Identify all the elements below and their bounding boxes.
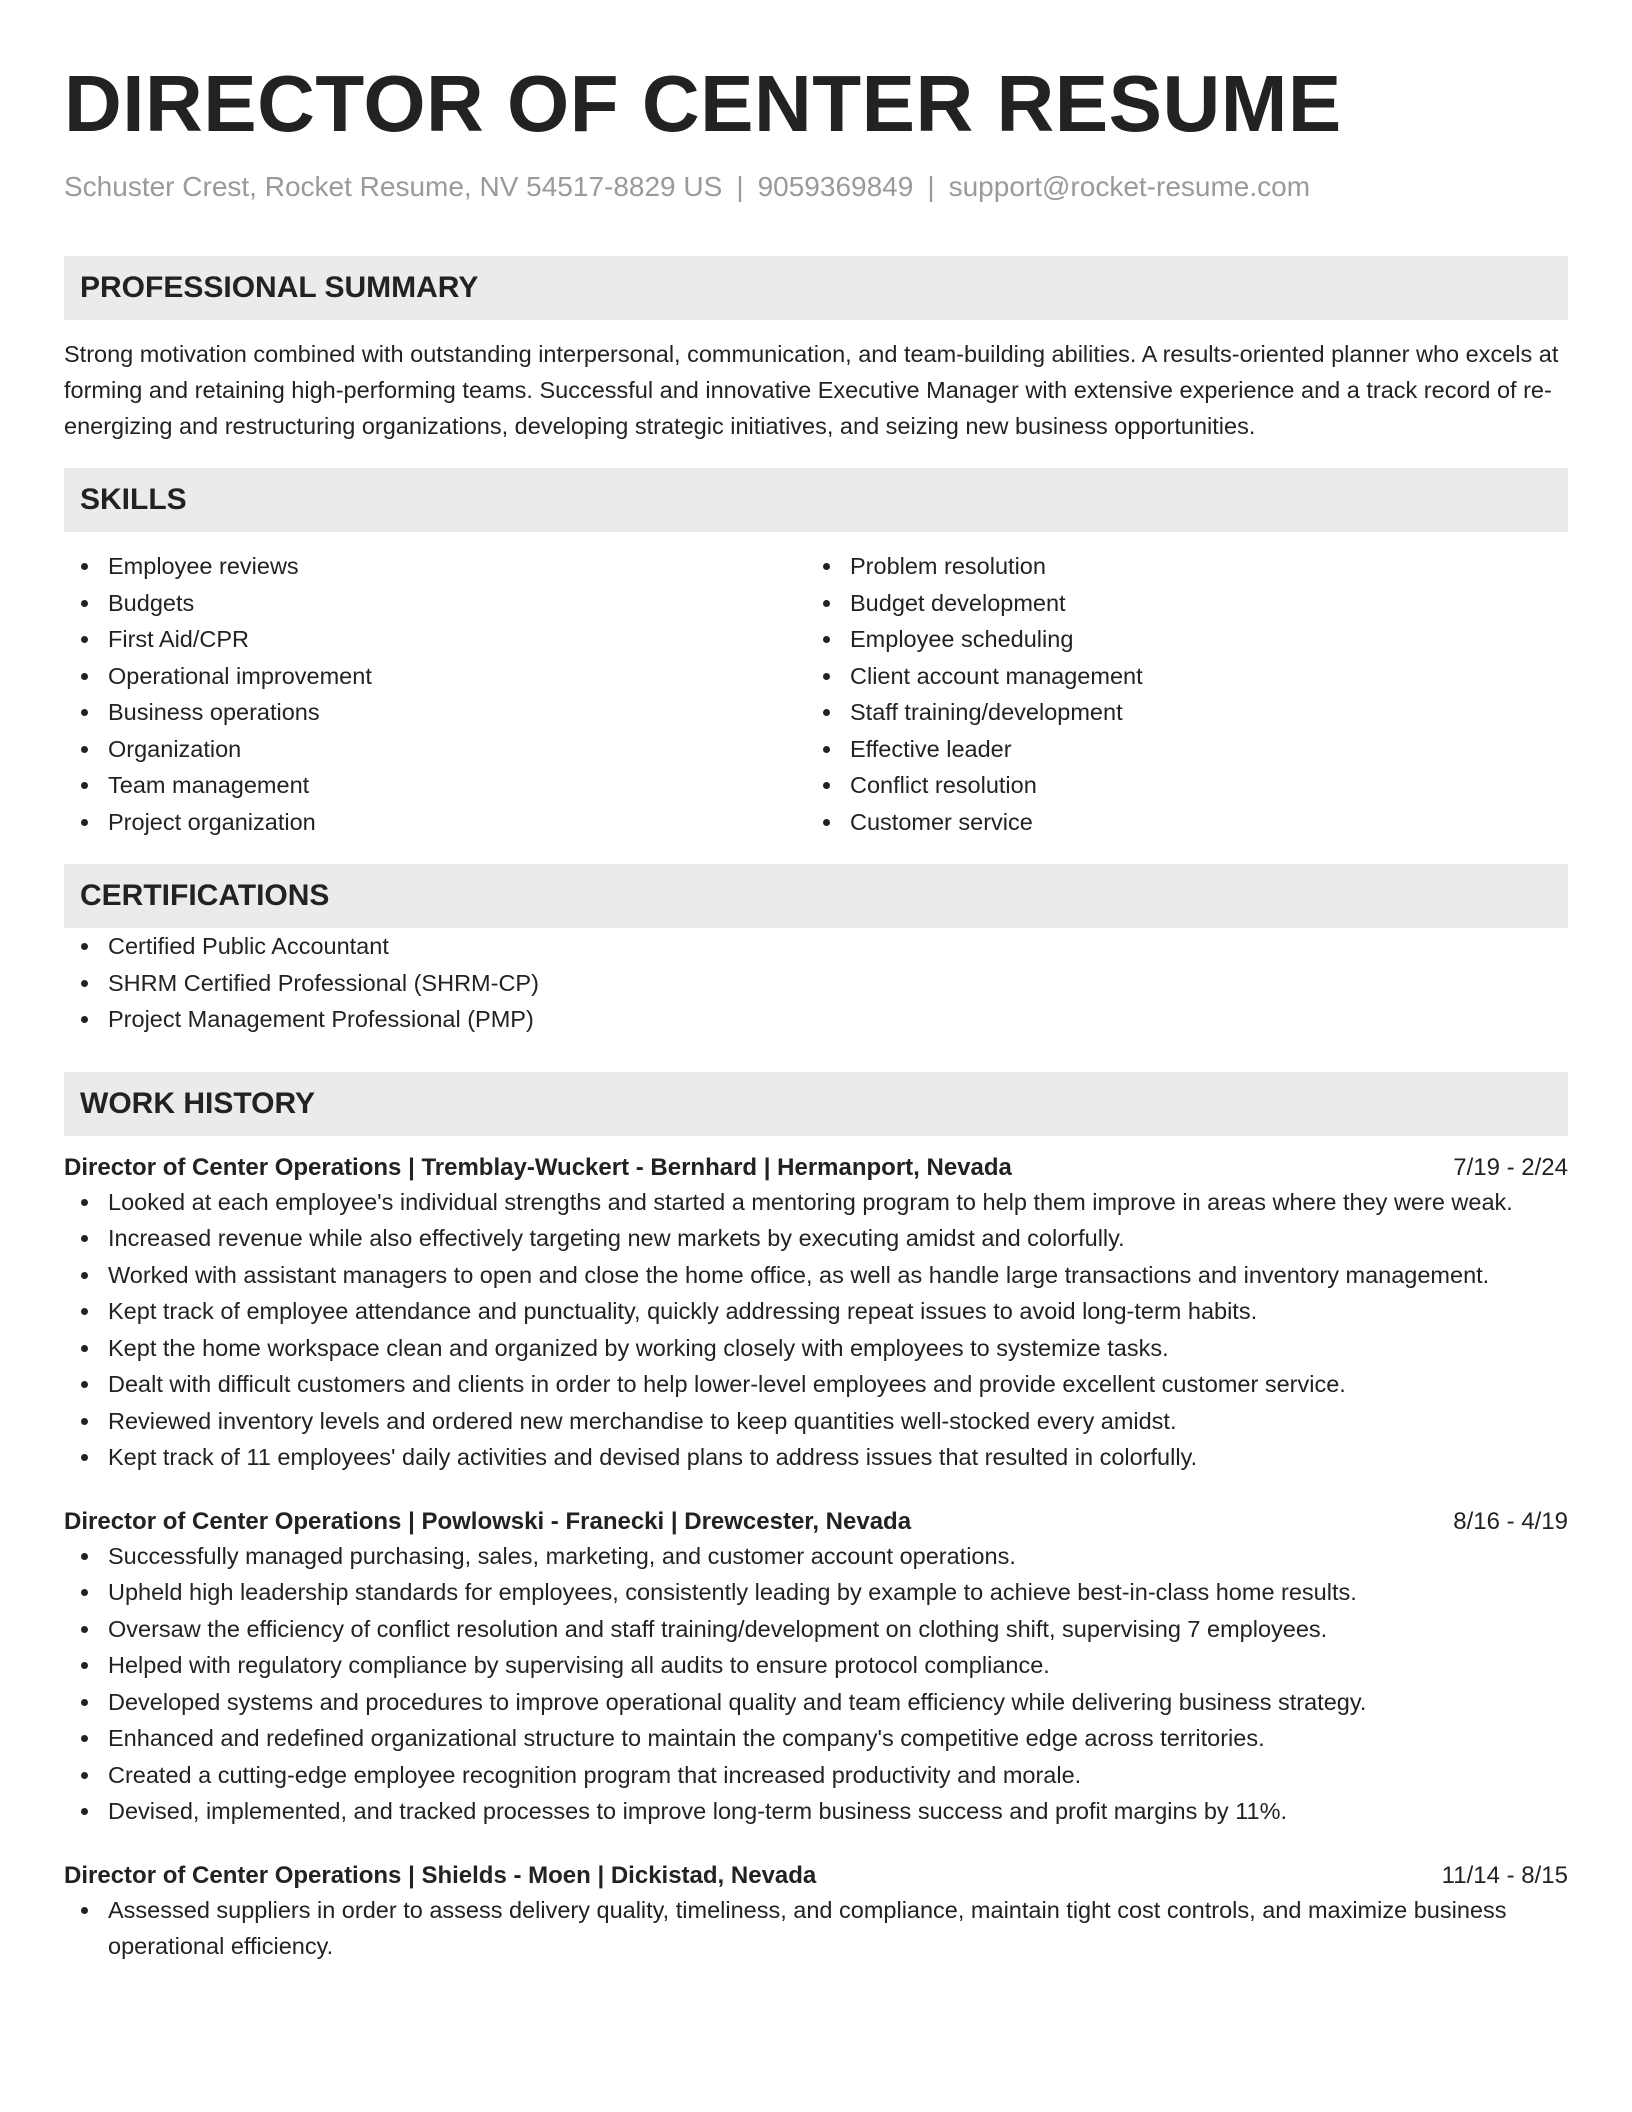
- job-title: Director of Center Operations | Powlowski - Franecki | Drewcester, Nevada: [64, 1507, 912, 1535]
- skill-item: Staff training/development: [850, 694, 1548, 731]
- job-bullet: Reviewed inventory levels and ordered new merchandise to keep quantities well-stocked every amidst.: [108, 1403, 1568, 1440]
- job-entry: [64, 1152, 1568, 1476]
- certification-item: Certified Public Accountant: [108, 928, 1568, 965]
- skill-item: Conflict resolution: [850, 767, 1548, 804]
- skill-item: Organization: [108, 731, 806, 768]
- skill-item: Client account management: [850, 658, 1548, 695]
- skills-column-right: [806, 548, 1548, 840]
- job-bullet: Upheld high leadership standards for employees, consistently leading by example to achieve best-in-class home results.: [108, 1574, 1568, 1611]
- skill-item: Customer service: [850, 804, 1548, 841]
- contact-address: Schuster Crest, Rocket Resume, NV 54517-8829 US: [64, 171, 723, 202]
- skill-item: Team management: [108, 767, 806, 804]
- contact-phone: 9059369849: [757, 171, 914, 202]
- job-title: Director of Center Operations | Tremblay-Wuckert - Bernhard | Hermanport, Nevada: [64, 1153, 1012, 1181]
- skill-item: Budget development: [850, 585, 1548, 622]
- job-bullet: Dealt with difficult customers and clients in order to help lower-level employees and provide excellent customer service.: [108, 1366, 1568, 1403]
- job-header: [64, 1506, 1568, 1538]
- job-bullet: Created a cutting-edge employee recognition program that increased productivity and morale.: [108, 1757, 1568, 1794]
- job-bullet: Assessed suppliers in order to assess delivery quality, timeliness, and compliance, maintain tight cost controls, and maximize business operational efficiency.: [108, 1892, 1568, 1965]
- job-bullet: Oversaw the efficiency of conflict resolution and staff training/development on clothing shift, supervising 7 employees.: [108, 1611, 1568, 1648]
- job-bullet: Helped with regulatory compliance by supervising all audits to ensure protocol compliance.: [108, 1647, 1568, 1684]
- skill-item: First Aid/CPR: [108, 621, 806, 658]
- certifications-section-heading: CERTIFICATIONS: [64, 864, 1568, 928]
- job-bullet: Worked with assistant managers to open and close the home office, as well as handle large transactions and inventory management.: [108, 1257, 1568, 1294]
- job-entry: [64, 1506, 1568, 1830]
- work-history-section-heading: WORK HISTORY: [64, 1072, 1568, 1136]
- summary-section-heading: PROFESSIONAL SUMMARY: [64, 256, 1568, 320]
- skill-item: Problem resolution: [850, 548, 1548, 585]
- skills-section-heading: SKILLS: [64, 468, 1568, 532]
- skill-item: Effective leader: [850, 731, 1548, 768]
- job-dates: 11/14 - 8/15: [1441, 1861, 1568, 1889]
- contact-separator: |: [927, 171, 935, 202]
- job-entry: [64, 1860, 1568, 1965]
- resume-title: DIRECTOR OF CENTER RESUME: [64, 59, 1342, 148]
- job-bullet: Kept track of 11 employees' daily activities and devised plans to address issues that resulted in colorfully.: [108, 1439, 1568, 1476]
- job-bullet: Developed systems and procedures to improve operational quality and team efficiency while delivering business strategy.: [108, 1684, 1568, 1721]
- job-title: Director of Center Operations | Shields - Moen | Dickistad, Nevada: [64, 1861, 817, 1889]
- certification-item: SHRM Certified Professional (SHRM-CP): [108, 965, 1568, 1002]
- skill-item: Employee scheduling: [850, 621, 1548, 658]
- job-bullet: Kept the home workspace clean and organized by working closely with employees to systemize tasks.: [108, 1330, 1568, 1367]
- job-bullet: Increased revenue while also effectively targeting new markets by executing amidst and colorfully.: [108, 1220, 1568, 1257]
- job-bullets: [64, 1892, 1568, 1965]
- skills-column-left: [64, 548, 806, 840]
- job-bullets: [64, 1538, 1568, 1830]
- job-header: [64, 1152, 1568, 1184]
- skills-list-left: [64, 548, 806, 840]
- skill-item: Project organization: [108, 804, 806, 841]
- skill-item: Business operations: [108, 694, 806, 731]
- skill-item: Employee reviews: [108, 548, 806, 585]
- job-bullet: Successfully managed purchasing, sales, marketing, and customer account operations.: [108, 1538, 1568, 1575]
- certifications-list: [64, 928, 1568, 1038]
- contact-email: support@rocket-resume.com: [948, 171, 1311, 202]
- job-header: [64, 1860, 1568, 1892]
- job-bullets: [64, 1184, 1568, 1476]
- skill-item: Operational improvement: [108, 658, 806, 695]
- summary-text: Strong motivation combined with outstanding interpersonal, communication, and team-building abilities. A results-oriented planner who excels at forming and retaining high-performing teams. Successful and innovative Executive Manager with extensive experience and a track record of re-energizing and restructuring organizations, developing strategic initiatives, and seizing new business opportunities.: [64, 341, 1559, 439]
- contact-line: [64, 170, 1568, 204]
- certification-item: Project Management Professional (PMP): [108, 1001, 1568, 1038]
- job-bullet: Looked at each employee's individual strengths and started a mentoring program to help them improve in areas where they were weak.: [108, 1184, 1568, 1221]
- contact-separator: |: [736, 171, 744, 202]
- skill-item: Budgets: [108, 585, 806, 622]
- job-dates: 8/16 - 4/19: [1453, 1507, 1568, 1535]
- skills-list-right: [806, 548, 1548, 840]
- job-dates: 7/19 - 2/24: [1453, 1153, 1568, 1181]
- job-bullet: Kept track of employee attendance and punctuality, quickly addressing repeat issues to avoid long-term habits.: [108, 1293, 1568, 1330]
- skills-grid: [64, 548, 1568, 840]
- job-bullet: Devised, implemented, and tracked processes to improve long-term business success and profit margins by 11%.: [108, 1793, 1568, 1830]
- job-bullet: Enhanced and redefined organizational structure to maintain the company's competitive edge across territories.: [108, 1720, 1568, 1757]
